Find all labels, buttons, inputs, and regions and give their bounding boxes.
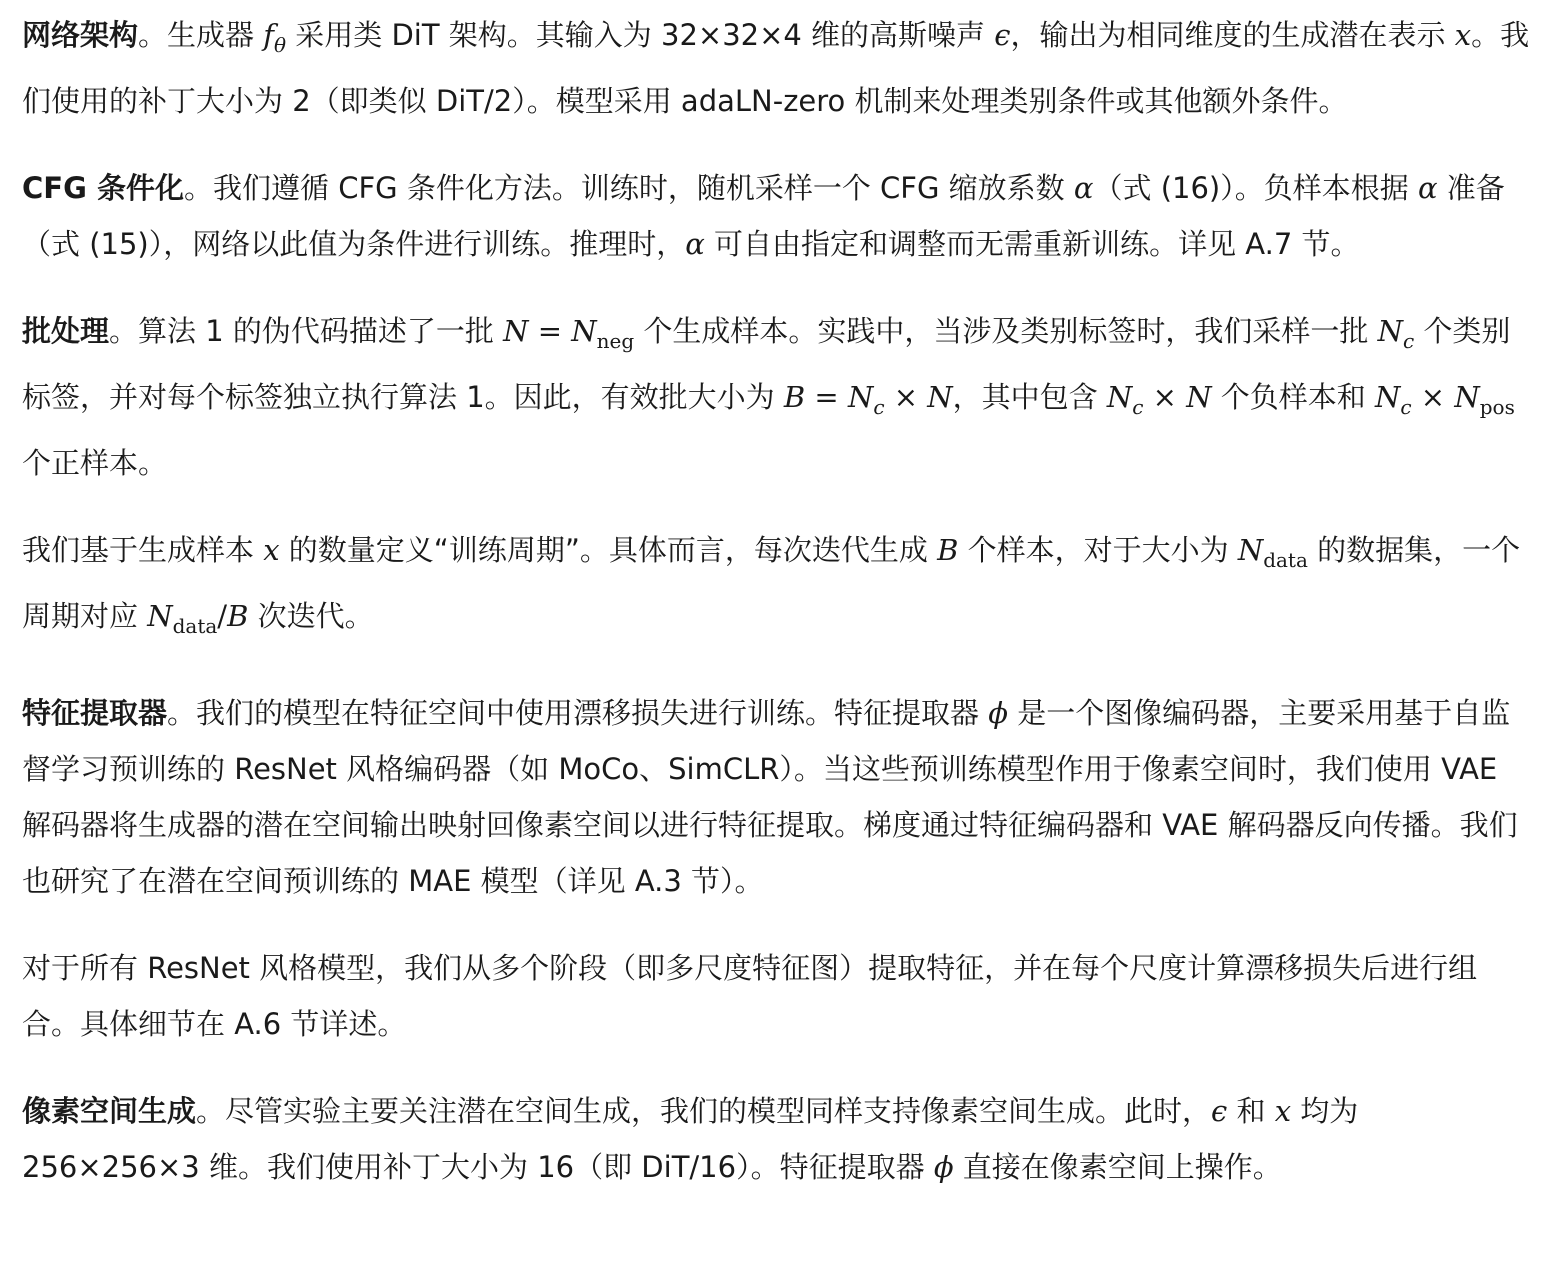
math-slash: /: [217, 599, 228, 633]
math-subscript-pos: pos: [1479, 395, 1515, 419]
math-B: B: [937, 533, 959, 567]
text: ，输出为相同维度的生成潜在表示: [1010, 18, 1455, 52]
math-subscript-data: data: [1263, 548, 1308, 572]
math-B: B: [227, 599, 249, 633]
paragraph-batching: [22, 303, 1532, 491]
math-N: N: [147, 599, 173, 633]
text: 个类别标签，并对每个标签独立执行算法 1。因此，有效批大小为: [22, 314, 1511, 414]
heading-batching: 批处理: [22, 314, 110, 348]
text: 个样本，对于大小为: [958, 533, 1238, 567]
math-subscript-c: c: [1402, 329, 1415, 353]
paragraph-epoch-definition: [22, 522, 1532, 654]
math-alpha: α: [1417, 171, 1438, 205]
text: 。我们的模型在特征空间中使用漂移损失进行训练。特征提取器: [167, 696, 989, 730]
math-N: N: [847, 380, 874, 414]
math-epsilon: ϵ: [994, 18, 1011, 52]
math-phi: ϕ: [933, 1150, 954, 1184]
math-alpha: α: [685, 227, 705, 261]
math-N: N: [927, 380, 953, 414]
paragraph-multiscale-features: [22, 940, 1532, 1052]
text: 可自由指定和调整而无需重新训练。详见 A.7 节。: [704, 227, 1360, 261]
math-N: N: [1186, 380, 1212, 414]
text: 和: [1227, 1094, 1275, 1128]
math-N: N: [503, 314, 529, 348]
text: 个正样本。: [22, 446, 168, 480]
text: 。生成器: [138, 18, 264, 52]
text: 我们基于生成样本: [22, 533, 264, 567]
text: 准备（式 (15)），网络以此值为条件进行训练。推理时，: [22, 171, 1505, 261]
paragraph-cfg-conditioning: [22, 160, 1532, 272]
text: 对于所有 ResNet 风格模型，我们从多个阶段（即多尺度特征图）提取特征，并在每个尺度计算漂移损失后进行组合。具体细节在 A.6 节详述。: [22, 951, 1478, 1041]
heading-pixel-space-generation: 像素空间生成: [22, 1094, 197, 1128]
text: 直接在像素空间上操作。: [953, 1150, 1282, 1184]
math-N: N: [1106, 380, 1133, 414]
text: 的数据集，一个周期对应: [22, 533, 1521, 633]
math-subscript-c: c: [1400, 395, 1412, 419]
text: 均为 256×256×3 维。我们使用补丁大小为 16（即 DiT/16）。特征提取器: [22, 1094, 1359, 1184]
math-x: x: [263, 533, 280, 567]
math-alpha: α: [1073, 171, 1094, 205]
text: 次迭代。: [248, 599, 374, 633]
math-N: N: [1454, 380, 1480, 414]
math-times: ×: [884, 380, 928, 414]
heading-feature-extractor: 特征提取器: [22, 696, 168, 730]
paragraph-network-architecture: [22, 7, 1532, 129]
math-N: N: [571, 314, 597, 348]
math-x: x: [1454, 18, 1472, 52]
math-x: x: [1274, 1094, 1292, 1128]
math-subscript-theta: θ: [273, 33, 287, 57]
math-times: ×: [1143, 380, 1187, 414]
text: 采用类 DiT 架构。其输入为 32×32×4 维的高斯噪声: [286, 18, 995, 52]
paragraph-pixel-space-generation: [22, 1083, 1532, 1195]
math-subscript-c: c: [1132, 395, 1144, 419]
math-equals: =: [805, 380, 848, 414]
text: 。我们使用的补丁大小为 2（即类似 DiT/2）。模型采用 adaLN-zero 机制来处理类别条件或其他额外条件。: [22, 18, 1530, 118]
text: 是一个图像编码器，主要采用基于自监督学习预训练的 ResNet 风格编码器（如 MoCo、SimCLR）。当这些预训练模型作用于像素空间时，我们使用 VAE 解码器将生成器的潜在空间输出映射回像素空间以进行特征提取。梯度通过特征编码器和 VAE 解码器反向传播。我们也研究了在潜在空间预训练的 MAE 模型（详见 A.3 节）。: [22, 696, 1518, 898]
math-epsilon: ϵ: [1211, 1094, 1228, 1128]
heading-cfg-conditioning: CFG 条件化: [22, 171, 184, 205]
math-phi: ϕ: [988, 696, 1009, 730]
text: 个负样本和: [1211, 380, 1376, 414]
heading-network-architecture: 网络架构: [22, 18, 139, 52]
text: 。尽管实验主要关注潜在空间生成，我们的模型同样支持像素空间生成。此时，: [196, 1094, 1212, 1128]
math-N: N: [1377, 314, 1403, 348]
text: 。算法 1 的伪代码描述了一批: [109, 314, 504, 348]
paragraph-feature-extractor: [22, 685, 1532, 909]
math-N: N: [1375, 380, 1401, 414]
math-equals: =: [528, 314, 572, 348]
text: （式 (16)）。负样本根据: [1093, 171, 1418, 205]
math-subscript-neg: neg: [596, 329, 635, 353]
text: 。我们遵循 CFG 条件化方法。训练时，随机采样一个 CFG 缩放系数: [184, 171, 1074, 205]
document-body: [22, 7, 1532, 1226]
math-N: N: [1237, 533, 1264, 567]
math-f: f: [263, 18, 274, 52]
math-subscript-c: c: [873, 395, 885, 419]
text: ，其中包含: [952, 380, 1107, 414]
math-B: B: [783, 380, 806, 414]
math-subscript-data: data: [172, 614, 218, 638]
math-times: ×: [1411, 380, 1455, 414]
text: 的数量定义“训练周期”。具体而言，每次迭代生成: [279, 533, 938, 567]
text: 个生成样本。实践中，当涉及类别标签时，我们采样一批: [634, 314, 1378, 348]
